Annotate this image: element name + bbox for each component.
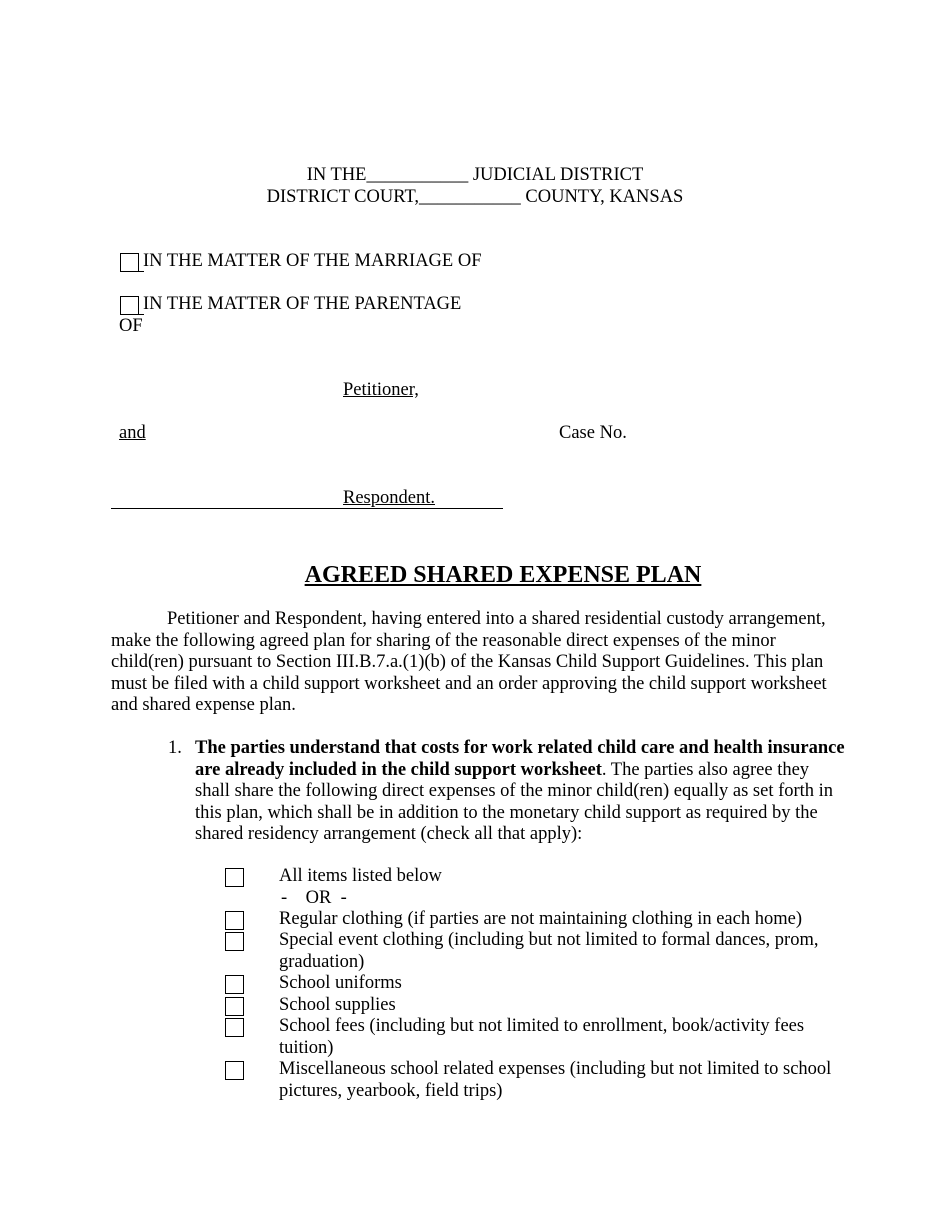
all-items-label: All items listed below — [279, 866, 442, 886]
case-number-label: Case No. — [559, 423, 627, 443]
fees-label: School fees (including but not limited to enrollment, book/activity fees tuition) — [279, 1016, 805, 1058]
intro-paragraph: Petitioner and Respondent, having entered into a shared residential custody arrangement, make the following agreed plan for sharing of the reasonable direct expenses of the minor child(ren) pursuant to Section III.B.7.a.(1)(b) of the Kansas Child Support Guidelines. This plan must be filed with a child support worksheet and an order approving the child support worksheet and shared expense plan. — [111, 609, 827, 715]
marriage-checkbox[interactable] — [120, 253, 139, 272]
all-items-checkbox[interactable] — [225, 868, 244, 887]
or-separator: - OR - — [281, 888, 347, 908]
respondent-label: Respondent. — [343, 488, 435, 508]
marriage-underline — [120, 271, 144, 272]
item-number: 1. — [168, 738, 182, 758]
petitioner-label: Petitioner, — [343, 380, 419, 400]
marriage-label: IN THE MATTER OF THE MARRIAGE OF — [143, 251, 482, 271]
misc-label: Miscellaneous school related expenses (including but not limited to school pictures, yearbook, field trips) — [279, 1059, 832, 1101]
fees-checkbox[interactable] — [225, 1018, 244, 1037]
special-clothing-label: Special event clothing (including but not limited to formal dances, prom, graduation) — [279, 930, 819, 972]
caption-rule — [111, 508, 503, 509]
and-label: and — [119, 423, 146, 443]
uniforms-label: School uniforms — [279, 973, 402, 993]
regular-clothing-label: Regular clothing (if parties are not maintaining clothing in each home) — [279, 909, 802, 929]
document-title: AGREED SHARED EXPENSE PLAN — [304, 562, 702, 588]
court-district-line: IN THE___________ JUDICIAL DISTRICT — [306, 165, 644, 185]
uniforms-checkbox[interactable] — [225, 975, 244, 994]
item-1-text — [195, 738, 845, 846]
regular-clothing-checkbox[interactable] — [225, 911, 244, 930]
parentage-checkbox[interactable] — [120, 296, 139, 315]
special-clothing-checkbox[interactable] — [225, 932, 244, 951]
misc-checkbox[interactable] — [225, 1061, 244, 1080]
item-1-rest: . The parties also agree they shall share the following direct expenses of the minor child(ren) equally as set forth in this plan, which shall be in addition to the monetary child support as required by the shared residency arrangement (check all that apply): — [195, 759, 834, 844]
supplies-checkbox[interactable] — [225, 997, 244, 1016]
supplies-label: School supplies — [279, 995, 396, 1015]
item-1-bold: The parties understand that costs for work related child care and health insurance are already included in the child support worksheet — [195, 738, 845, 780]
court-county-line: DISTRICT COURT,___________ COUNTY, KANSAS — [266, 187, 684, 207]
parentage-label-continued: OF — [119, 316, 143, 336]
parentage-label: IN THE MATTER OF THE PARENTAGE — [143, 294, 462, 314]
